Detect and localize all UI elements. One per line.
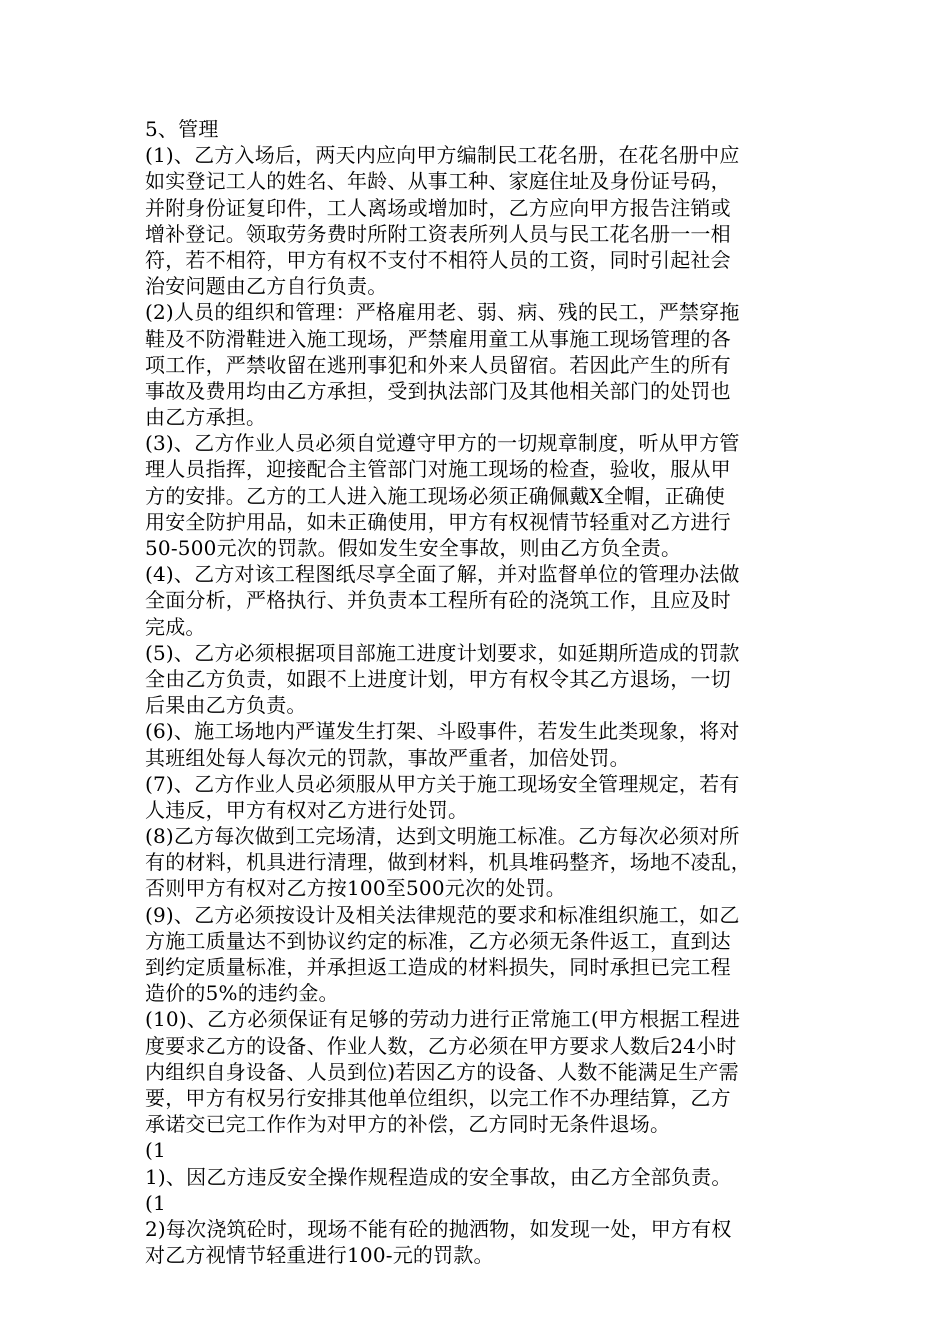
text-line: 理人员指挥，迎接配合主管部门对施工现场的检查，验收，服从甲 bbox=[145, 457, 731, 482]
text-line: 造价的5%的违约金。 bbox=[145, 981, 339, 1006]
text-line: 如实登记工人的姓名、年龄、从事工种、家庭住址及身份证号码， bbox=[145, 169, 731, 194]
text-line: 对乙方视情节轻重进行100-元的罚款。 bbox=[145, 1243, 494, 1268]
text-line: (3)、乙方作业人员必须自觉遵守甲方的一切规章制度，听从甲方管 bbox=[145, 431, 740, 456]
text-line: 由乙方承担。 bbox=[145, 405, 267, 430]
text-line: 后果由乙方负责。 bbox=[145, 693, 307, 718]
text-line: 增补登记。领取劳务费时所附工资表所列人员与民工花名册一一相 bbox=[145, 221, 731, 246]
document-body bbox=[145, 116, 815, 1268]
text-line: 用安全防护用品，如未正确使用，甲方有权视情节轻重对乙方进行 bbox=[145, 509, 731, 534]
text-line: 到约定质量标准，并承担返工造成的材料损失，同时承担已完工程 bbox=[145, 955, 731, 979]
text-line: 承诺交已完工作作为对甲方的补偿，乙方同时无条件退场。 bbox=[145, 1112, 671, 1137]
text-line: 人违反，甲方有权对乙方进行处罚。 bbox=[145, 797, 469, 822]
text-line: 否则甲方有权对乙方按100至500元次的处罚。 bbox=[145, 876, 566, 901]
text-line: 1)、因乙方违反安全操作规程造成的安全事故，由乙方全部负责。 bbox=[145, 1164, 732, 1189]
text-line: 项工作，严禁收留在逃刑事犯和外来人员留宿。若因此产生的所有 bbox=[145, 352, 731, 377]
text-line: 鞋及不防滑鞋进入施工现场，严禁雇用童工从事施工现场管理的各 bbox=[145, 326, 731, 351]
text-line: 方的安排。乙方的工人进入施工现场必须正确佩戴X全帽，正确使 bbox=[145, 483, 726, 508]
text-line: 要，甲方有权另行安排其他单位组织，以完工作不办理结算，乙方 bbox=[145, 1085, 731, 1110]
text-line: 2)每次浇筑砼时，现场不能有砼的抛洒物，如发现一处，甲方有权 bbox=[145, 1216, 732, 1241]
text-line: (2)人员的组织和管理：严格雇用老、弱、病、残的民工，严禁穿拖 bbox=[145, 300, 740, 325]
section-heading: 5、管理 bbox=[145, 117, 219, 141]
text-line: (5)、乙方必须根据项目部施工进度计划要求，如延期所造成的罚款 bbox=[145, 640, 740, 665]
text-line: (1 bbox=[145, 1138, 166, 1163]
text-line: 内组织自身设备、人员到位)若因乙方的设备、人数不能满足生产需 bbox=[145, 1059, 739, 1084]
text-line: (6)、施工场地内严谨发生打架、斗殴事件，若发生此类现象，将对 bbox=[145, 719, 740, 744]
text-line: (1 bbox=[145, 1190, 166, 1215]
text-line: 度要求乙方的设备、作业人数，乙方必须在甲方要求人数后24小时 bbox=[145, 1033, 737, 1058]
text-line: 符，若不相符，甲方有权不支付不相符人员的工资，同时引起社会 bbox=[145, 247, 731, 272]
text-line: 治安问题由乙方自行负责。 bbox=[145, 274, 388, 299]
text-line: 其班组处每人每次元的罚款，事故严重者，加倍处罚。 bbox=[145, 745, 630, 770]
text-line: (9)、乙方必须按设计及相关法律规范的要求和标准组织施工，如乙 bbox=[145, 902, 740, 927]
text-line: (10)、乙方必须保证有足够的劳动力进行正常施工(甲方根据工程进 bbox=[145, 1007, 741, 1032]
text-line: 方施工质量达不到协议约定的标准，乙方必须无条件返工，直到达 bbox=[145, 928, 731, 953]
text-line: 50-500元次的罚款。假如发生安全事故，则由乙方负全责。 bbox=[145, 536, 682, 560]
text-line: 完成。 bbox=[145, 614, 206, 639]
text-line: 全面分析，严格执行、并负责本工程所有砼的浇筑工作，且应及时 bbox=[145, 588, 731, 613]
text-line: (7)、乙方作业人员必须服从甲方关于施工现场安全管理规定，若有 bbox=[145, 771, 740, 796]
text-line: 事故及费用均由乙方承担，受到执法部门及其他相关部门的处罚也 bbox=[145, 378, 731, 403]
text-line: (1)、乙方入场后，两天内应向甲方编制民工花名册，在花名册中应 bbox=[145, 143, 740, 168]
text-line: (4)、乙方对该工程图纸尽享全面了解，并对监督单位的管理办法做 bbox=[145, 562, 740, 587]
text-line: 并附身份证复印件，工人离场或增加时，乙方应向甲方报告注销或 bbox=[145, 195, 731, 220]
text-line: 有的材料，机具进行清理，做到材料，机具堆码整齐，场地不凌乱， bbox=[145, 850, 751, 875]
text-line: (8)乙方每次做到工完场清，达到文明施工标准。乙方每次必须对所 bbox=[145, 824, 740, 849]
text-line: 全由乙方负责，如跟不上进度计划，甲方有权令其乙方退场，一切 bbox=[145, 666, 731, 691]
